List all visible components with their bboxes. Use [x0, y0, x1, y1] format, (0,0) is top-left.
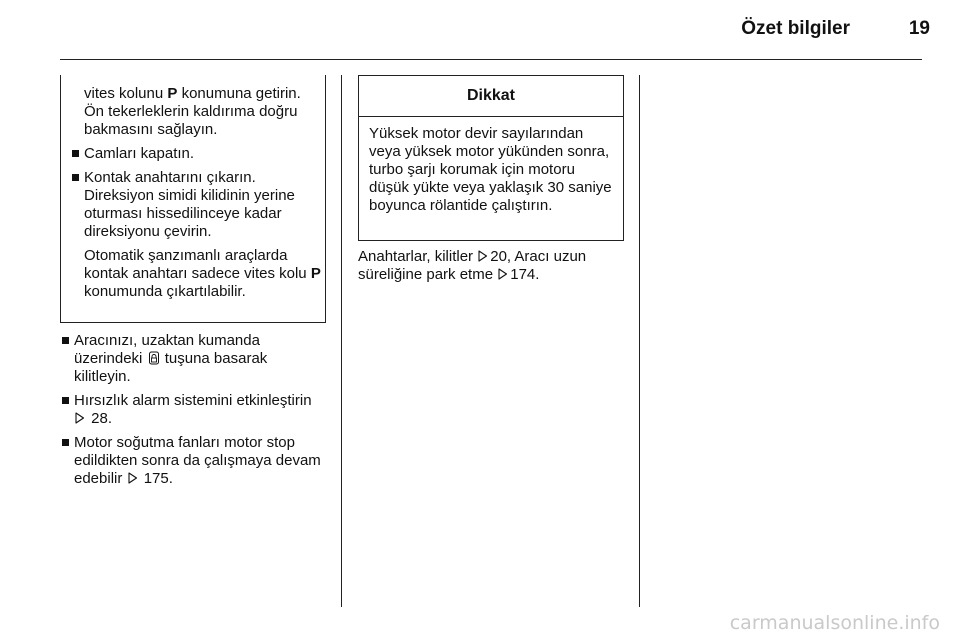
automatic-transmission-note: Otomatik şanzımanlı araçlarda kontak anahtarı sadece vites kolu P konumunda çıkartılabilir. [84, 247, 321, 300]
reference-arrow-icon [75, 412, 85, 424]
locking-steps-list [62, 332, 326, 494]
column-divider-left [341, 75, 342, 607]
list-item: Motor soğutma fanları motor stop edildikten sonra da çalışmaya devam edebilir 175. [62, 434, 326, 488]
lock-key-icon [148, 351, 160, 365]
continued-text: vites kolunu P konumuna getirin. Ön tekerleklerin kaldırıma doğru bakmasını sağlayın. [84, 85, 301, 138]
page-reference-link[interactable]: 175. [143, 470, 173, 487]
page-number: 19 [908, 18, 930, 39]
reference-arrow-icon [128, 472, 138, 484]
cross-reference-paragraph: Anahtarlar, kilitler 20, Aracı uzun süreliğine park etme 174. [358, 248, 587, 283]
reference-arrow-icon [498, 268, 508, 280]
caution-body: Yüksek motor devir sayılarından veya yüksek motor yükünden sonra, turbo şarjı korumak için motoru düşük yükte veya yaklaşık 30 saniye boyunca rölantide çalıştırın. [369, 125, 612, 214]
page-reference-link[interactable]: 28. [91, 410, 113, 427]
section-title: Özet bilgiler [741, 18, 850, 39]
list-item: Kontak anahtarını çıkarın. Direksiyon simidi kilidinin yerine oturması hissedilinceye kadar direksiyonu çevirin. [72, 169, 324, 241]
caution-title: Dikkat [359, 76, 623, 117]
watermark: carmanualsonline.info [729, 612, 940, 634]
bullet-square-icon [62, 439, 69, 446]
reference-arrow-icon [478, 250, 488, 262]
list-item: Hırsızlık alarm sistemini etkinleştirin 28. [62, 392, 326, 428]
page-reference-link[interactable]: 174. [510, 266, 540, 283]
list-item: Camları kapatın. [72, 145, 324, 163]
bullet-square-icon [72, 174, 79, 181]
bullet-square-icon [62, 337, 69, 344]
list-item: Aracınızı, uzaktan kumanda üzerindeki tuşuna basarak kilitleyin. [62, 332, 326, 386]
bullet-square-icon [62, 397, 69, 404]
continued-instruction-box [60, 75, 326, 323]
caution-box [358, 75, 624, 241]
header-rule [60, 59, 922, 60]
column-divider-right [639, 75, 640, 607]
page-reference-link[interactable]: 20, Aracı uzun süreliğine park etme [358, 248, 587, 283]
bullet-square-icon [72, 150, 79, 157]
